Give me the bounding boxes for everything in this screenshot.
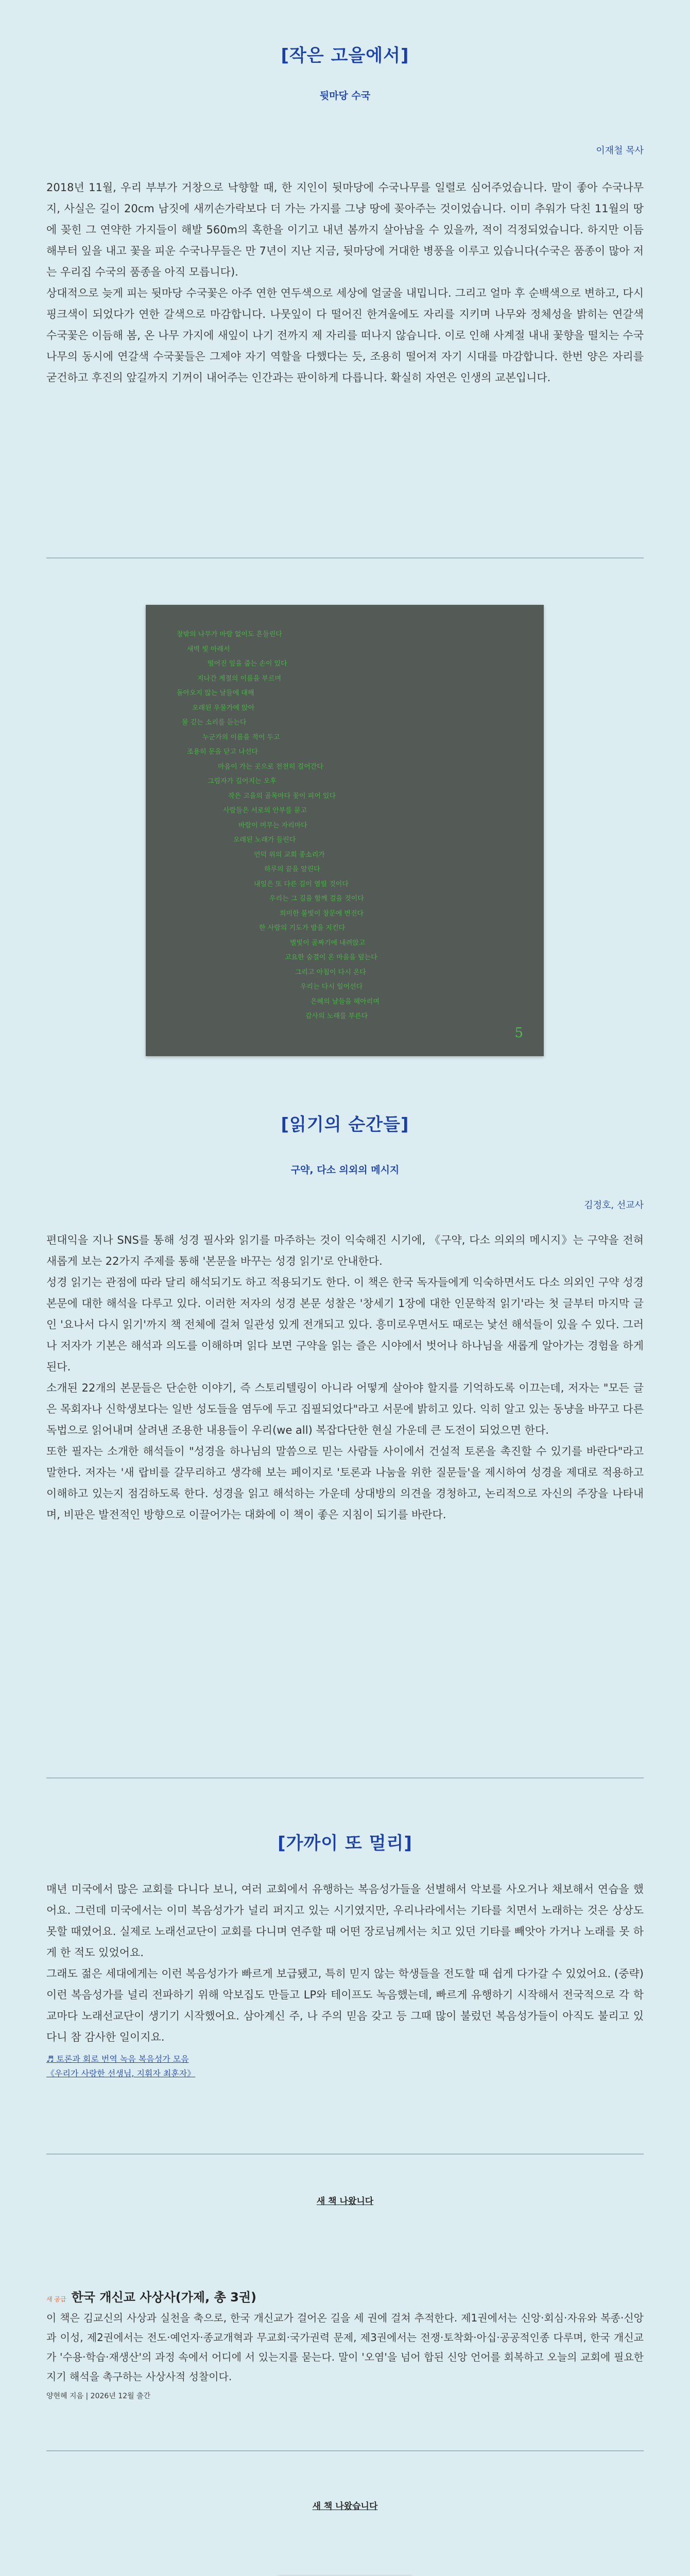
article-body [46, 177, 644, 388]
poem-line: 돌아오지 않는 날들에 대해 [177, 689, 254, 697]
paragraph: 또한 필자는 소개한 해석들이 "성경을 하나님의 말씀으로 믿는 사람들 사이에서 건설적 토론을 촉진할 수 있기를 바란다"라고 말한다. 저자는 '새 랍비를 갈무리하고 생각해 보는 페이지로 '토론과 나눔을 위한 질문들'을 제시하여 성경을 제대로 적용하고 이해하고 있는지 점검하도록 한다. 성경을 읽고 해석하는 가운데 상대방의 의견을 경청하고, 논리적으로 자신의 주장을 나타내며, 비판은 발전적인 방향으로 이끌어가는 대화에 이 책이 좋은 지침이 되기를 바란다. [46, 1445, 644, 1521]
poem-line: 작은 고을의 골목마다 꽃이 피어 있다 [228, 792, 336, 800]
new-tag: 새 공급 [46, 2296, 66, 2303]
paragraph: 매년 미국에서 많은 교회를 다니다 보니, 여러 교회에서 유행하는 복음성가들을 선별해서 악보를 사오거나 채보해서 연습을 했어요. 그런데 미국에서는 이미 복음성가가 널리 퍼지고 있는 시기였지만, 우리나라에서는 기타를 치면서 노래하는 것은 상상도 못할 때였어요. 실제로 노래선교단이 교회를 다니며 연주할 때 어떤 장로님께서는 치고 있던 기타를 빼앗아 가거나 노래를 못 하게 한 적도 있었어요. [46, 1883, 644, 1959]
poem-line: 조용히 문을 닫고 나선다 [187, 748, 258, 756]
poem-line: 새벽 빛 아래서 [187, 645, 230, 653]
poem-line: 우리는 그 길을 함께 걸을 것이다 [269, 895, 364, 903]
article-body [46, 1230, 644, 1526]
paragraph: 성경 읽기는 관점에 따라 달리 해석되기도 하고 적용되기도 한다. 이 책은 한국 독자들에게 익숙하면서도 다소 의외인 구약 성경 본문에 대한 해석을 다루고 있다. 이러한 저자의 성경 본문 성찰은 '창세기 1장에 대한 인문학적 읽기'라는 첫 글부터 마지막 글인 '요나서 다시 읽기'까지 책 전체에 걸쳐 일관성 있게 전개되고 있다. 흥미로우면서도 때로는 낯선 해석들이 있을 수 있다. 그러나 저자가 기본은 해석과 의도를 이해하며 읽다 보면 구약을 읽는 즐은 시야에서 벗어나 하나님을 새롭게 알아가는 경험을 하게 된다. [46, 1276, 644, 1373]
new-books-heading: 새 책 나왔니다 [316, 2196, 374, 2207]
poem-line: 우리는 다시 일어선다 [300, 983, 363, 991]
poem-line: 그림자가 길어지는 오후 [208, 777, 277, 785]
section-title: [가까이 또 멀리] [278, 1833, 412, 1854]
divider [46, 557, 644, 558]
paragraph: 편대익을 지나 SNS를 통해 성경 필사와 읽기를 마주하는 것이 익숙해진 시기에, 《구약, 다소 의외의 메시지》는 구약을 전혀 새롭게 보는 22가지 주제를 통해 '본문을 바꾸는 성경 읽기'로 안내한다. [46, 1234, 644, 1267]
poem-line: 은혜의 날들을 헤아리며 [310, 997, 380, 1006]
poem-line: 마음이 가는 곳으로 천천히 걸어간다 [218, 762, 323, 771]
divider [46, 2450, 644, 2451]
book-title: 한국 개신교 사상사(가제, 총 3권) [71, 2290, 256, 2304]
music-link[interactable]: ♬ 토론과 회로 번역 녹음 복음성가 모음 [46, 2054, 189, 2064]
poem-line: 창밖의 나무가 바람 없이도 흔들린다 [177, 631, 282, 638]
divider [46, 2154, 644, 2155]
poem-line: 떨어진 잎을 줍는 손이 있다 [208, 660, 287, 668]
poem-line: 내일은 또 다른 길이 열릴 것이다 [254, 880, 349, 888]
section-subtitle: 구약, 다소 의외의 메시지 [290, 1164, 400, 1176]
poem-line: 그리고 아침이 다시 온다 [295, 968, 366, 976]
page-number: 5 [514, 1025, 523, 1041]
poem-line: 고요한 숨결이 온 마을을 덮는다 [285, 954, 377, 961]
poem-line: 바람이 머무는 자리마다 [238, 821, 307, 829]
poem-line: 별빛이 골짜기에 내려앉고 [290, 939, 366, 947]
paragraph: 2018년 11월, 우리 부부가 거창으로 낙향할 때, 한 지인이 뒷마당에 수국나무를 일렬로 심어주었습니다. 말이 좋아 수국나무지, 사실은 길이 20cm 남짓에 새끼손가락보다 더 가는 가지를 그냥 땅에 꽂아주는 것이었습니다. 이미 추워가 닥친 11월의 땅에 꽂힌 그 연약한 가지들이 해발 560m의 혹한을 이기고 내년 봄까지 살아남을 수 있을까, 적이 걱정되었습니다. 하지만 이듬해부터 잎을 내고 꽃을 피운 수국나무들은 만 7년이 지난 지금, 뒷마당에 거대한 병풍을 이루고 있습니다(수국은 품종이 많아 저는 우리집 수국의 품종을 아직 모릅니다). [46, 181, 644, 278]
poem-line: 지나간 계절의 이름을 부르며 [197, 674, 282, 683]
author-name: 김정호, 선교사 [584, 1200, 644, 1211]
poem-line: 오래된 우물가에 앉아 [192, 704, 255, 712]
author-name: 이재철 목사 [596, 145, 644, 156]
book-link[interactable]: 《우리가 사랑한 선생님, 지휘자 최훈자》 [46, 2069, 196, 2078]
poem-line: 물 긷는 소리를 듣는다 [182, 719, 247, 726]
poem-card [146, 605, 544, 1056]
poem-line: 오래된 노래가 들린다 [233, 836, 296, 844]
poem-line: 하루의 끝을 알린다 [264, 866, 320, 873]
section-title: [작은 고을에서] [281, 45, 409, 66]
article-body [46, 1879, 644, 2048]
paragraph: 소개된 22개의 본문들은 단순한 이야기, 즉 스토리텔링이 아니라 어떻게 살아야 할지를 기억하도록 이끄는데, 저자는 "모든 글은 목회자나 신학생보다는 일반 성도들을 염두에 두고 집필되었다"라고 서문에 밝히고 있다. 익히 알고 있는 동냥을 바꾸고 다른 독법으로 읽어내며 살려낸 조용한 내용들이 우리(we all) 복잡다단한 현실 가운데 큰 도전이 되었으면 한다. [46, 1382, 644, 1436]
poem-line: 감사의 노래를 부른다 [305, 1012, 368, 1020]
paragraph: 그래도 젊은 세대에게는 이런 복음성가가 빠르게 보급됐고, 특히 믿지 않는 학생들을 전도할 때 쉽게 다가갈 수 있었어요. (중략) 이런 복음성가를 널리 전파하기 위해 악보집도 만들고 LP와 테이프도 녹음했는데, 빠르게 유행하기 시작해서 전국적으로 각 학교마다 노래선교단이 생기기 시작했어요. 삼아계신 주, 나 주의 믿음 갖고 등 그때 많이 불렀던 복음성가들이 아직도 불리고 있다니 참 감사한 일이지요. [46, 1968, 644, 2043]
poem-line: 누군가의 이름을 적어 두고 [202, 733, 280, 741]
paragraph: 상대적으로 늦게 피는 뒷마당 수국꽃은 아주 연한 연두색으로 세상에 얼굴을 내밉니다. 그리고 얼마 후 순백색으로 변하고, 다시 핑크색이 되었다가 연한 갈색으로 마감합니다. 나뭇잎이 다 떨어진 한겨울에도 자리를 지키며 나무와 정체성을 밝히는 연갈색 수국꽃은 이듬해 봄, 온 나무 가지에 새잎이 나기 전까지 제 자리를 떠나지 않습니다. 이로 인해 사계절 내내 꽃향을 떨치는 수국나무의 동시에 연갈색 수국꽃들은 그제야 자기 역할을 다했다는 듯, 조용히 떨어져 자기 시대를 마감합니다. 한번 양은 자리를 굳건하고 후진의 앞길까지 기꺼이 내어주는 인간과는 판이하게 다릅니다. 확실히 자연은 인생의 교본입니다. [46, 287, 644, 384]
book-meta: 양현혜 지음 | 2026년 12월 출간 [46, 2392, 151, 2400]
poem-line: 희미한 불빛이 창문에 번진다 [280, 909, 364, 918]
divider [46, 1777, 644, 1778]
section-title: [읽기의 순간들] [281, 1114, 409, 1135]
section-subtitle: 뒷마당 수국 [319, 90, 371, 101]
book-description: 이 책은 김교신의 사상과 실천을 축으로, 한국 개신교가 걸어온 길을 세 권에 걸쳐 추적한다. 제1권에서는 신앙·회심·자유와 복종·신앙과 이성, 제2권에서는 전도·예언자·종교개혁과 무교회·국가권력 문제, 제3권에서는 전쟁·토착화·아십·공공적인종 다루며, 한국 개신교가 '수용·학습·재생산'의 과정 속에서 어디에 서 있는지를 묻는다. 말이 '오염'을 넘어 합된 신앙 언어를 회복하고 오늘의 교회에 필요한 지기 해석을 촉구하는 사상사적 성찰이다. [46, 2312, 644, 2383]
poem-line: 사람들은 서로의 안부를 묻고 [223, 807, 307, 815]
poem-line: 한 사람의 기도가 밤을 지킨다 [259, 924, 346, 932]
poem-line: 언덕 위의 교회 종소리가 [254, 851, 325, 859]
featured-heading: 새 책 나왔습니다 [312, 2501, 378, 2512]
